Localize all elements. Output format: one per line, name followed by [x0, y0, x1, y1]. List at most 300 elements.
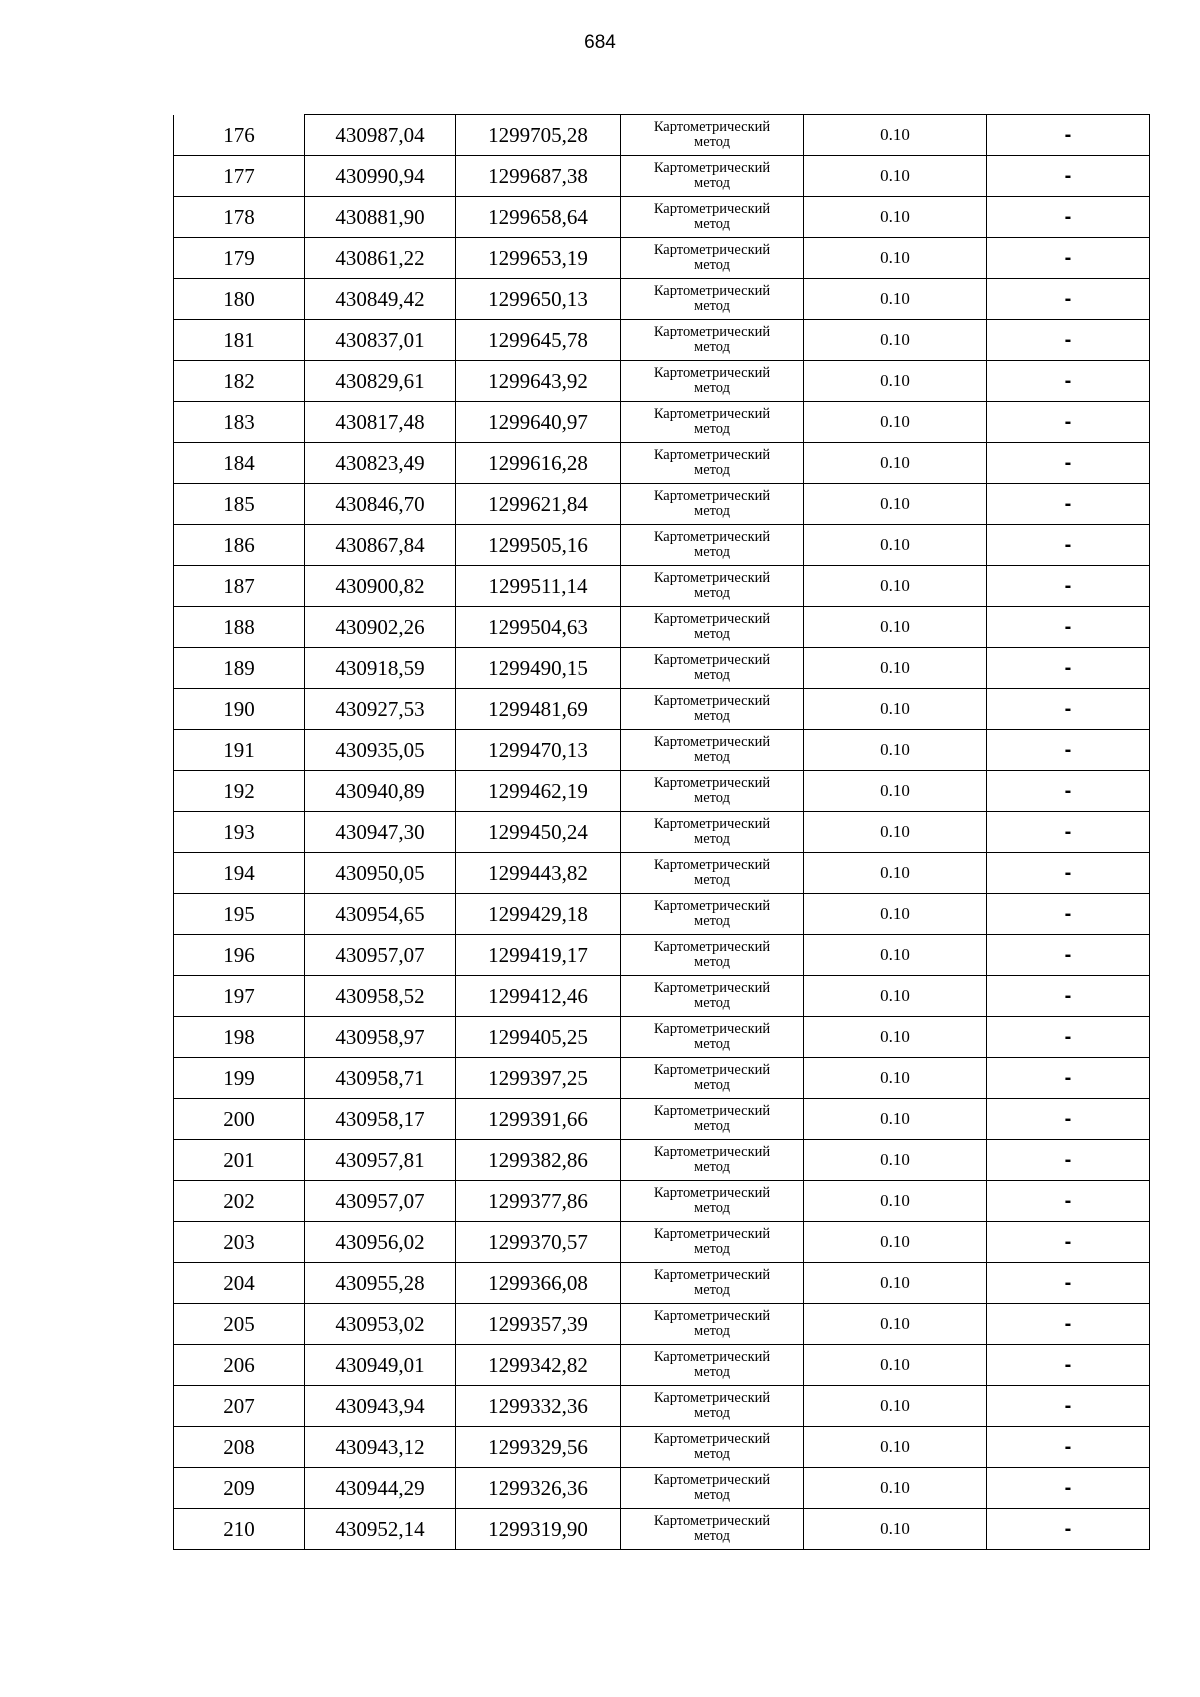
method-line-1: Картометрический	[653, 1513, 771, 1529]
method-line-1: Картометрический	[653, 611, 771, 627]
method-line-1: Картометрический	[653, 857, 771, 873]
y-coordinate-cell: 1299419,17	[456, 935, 621, 976]
point-number-cell: 186	[174, 525, 305, 566]
accuracy-cell: 0.10	[804, 1345, 987, 1386]
method-cell	[621, 1017, 804, 1058]
point-number-cell: 177	[174, 156, 305, 197]
x-coordinate-cell: 430881,90	[305, 197, 456, 238]
x-coordinate-cell: 430849,42	[305, 279, 456, 320]
table-row	[174, 361, 1150, 402]
method-line-1: Картометрический	[653, 119, 771, 135]
accuracy-cell: 0.10	[804, 1099, 987, 1140]
method-line-2: метод	[694, 1077, 730, 1093]
y-coordinate-cell: 1299397,25	[456, 1058, 621, 1099]
method-cell	[621, 935, 804, 976]
y-coordinate-cell: 1299319,90	[456, 1509, 621, 1550]
point-number-cell: 200	[174, 1099, 305, 1140]
method-line-1: Картометрический	[653, 1185, 771, 1201]
method-line-1: Картометрический	[653, 160, 771, 176]
accuracy-cell: 0.10	[804, 1427, 987, 1468]
accuracy-cell: 0.10	[804, 484, 987, 525]
accuracy-cell: 0.10	[804, 1140, 987, 1181]
method-line-2: метод	[694, 831, 730, 847]
method-cell	[621, 1140, 804, 1181]
method-cell	[621, 1222, 804, 1263]
x-coordinate-cell: 430944,29	[305, 1468, 456, 1509]
x-coordinate-cell: 430955,28	[305, 1263, 456, 1304]
y-coordinate-cell: 1299643,92	[456, 361, 621, 402]
x-coordinate-cell: 430990,94	[305, 156, 456, 197]
point-number-cell: 190	[174, 689, 305, 730]
table-row	[174, 402, 1150, 443]
y-coordinate-cell: 1299391,66	[456, 1099, 621, 1140]
method-line-2: метод	[694, 667, 730, 683]
point-number-cell: 208	[174, 1427, 305, 1468]
method-cell	[621, 1263, 804, 1304]
method-line-2: метод	[694, 872, 730, 888]
point-number-cell: 197	[174, 976, 305, 1017]
method-cell	[621, 812, 804, 853]
note-cell: -	[987, 853, 1150, 894]
x-coordinate-cell: 430958,17	[305, 1099, 456, 1140]
accuracy-cell: 0.10	[804, 1222, 987, 1263]
method-line-1: Картометрический	[653, 1472, 771, 1488]
x-coordinate-cell: 430952,14	[305, 1509, 456, 1550]
y-coordinate-cell: 1299332,36	[456, 1386, 621, 1427]
method-cell	[621, 402, 804, 443]
y-coordinate-cell: 1299429,18	[456, 894, 621, 935]
point-number-cell: 188	[174, 607, 305, 648]
point-number-cell: 183	[174, 402, 305, 443]
accuracy-cell: 0.10	[804, 689, 987, 730]
table-row	[174, 607, 1150, 648]
note-cell: -	[987, 1222, 1150, 1263]
method-line-1: Картометрический	[653, 447, 771, 463]
x-coordinate-cell: 430957,07	[305, 1181, 456, 1222]
x-coordinate-cell: 430817,48	[305, 402, 456, 443]
method-line-1: Картометрический	[653, 980, 771, 996]
method-line-2: метод	[694, 708, 730, 724]
accuracy-cell: 0.10	[804, 812, 987, 853]
method-line-1: Картометрический	[653, 1103, 771, 1119]
point-number-cell: 207	[174, 1386, 305, 1427]
note-cell: -	[987, 115, 1150, 156]
y-coordinate-cell: 1299443,82	[456, 853, 621, 894]
y-coordinate-cell: 1299505,16	[456, 525, 621, 566]
x-coordinate-cell: 430987,04	[305, 115, 456, 156]
x-coordinate-cell: 430953,02	[305, 1304, 456, 1345]
method-line-2: метод	[694, 462, 730, 478]
method-cell	[621, 320, 804, 361]
method-line-2: метод	[694, 380, 730, 396]
method-cell	[621, 238, 804, 279]
note-cell: -	[987, 443, 1150, 484]
y-coordinate-cell: 1299645,78	[456, 320, 621, 361]
point-number-cell: 193	[174, 812, 305, 853]
accuracy-cell: 0.10	[804, 525, 987, 566]
y-coordinate-cell: 1299687,38	[456, 156, 621, 197]
note-cell: -	[987, 361, 1150, 402]
method-cell	[621, 894, 804, 935]
method-line-2: метод	[694, 257, 730, 273]
accuracy-cell: 0.10	[804, 1058, 987, 1099]
x-coordinate-cell: 430940,89	[305, 771, 456, 812]
point-number-cell: 176	[174, 115, 305, 156]
table-row	[174, 689, 1150, 730]
method-cell	[621, 1058, 804, 1099]
method-line-1: Картометрический	[653, 1021, 771, 1037]
point-number-cell: 184	[174, 443, 305, 484]
table-row	[174, 730, 1150, 771]
table-row	[174, 1386, 1150, 1427]
method-line-2: метод	[694, 175, 730, 191]
accuracy-cell: 0.10	[804, 1017, 987, 1058]
note-cell: -	[987, 1140, 1150, 1181]
x-coordinate-cell: 430943,94	[305, 1386, 456, 1427]
method-cell	[621, 566, 804, 607]
x-coordinate-cell: 430957,07	[305, 935, 456, 976]
method-cell	[621, 648, 804, 689]
y-coordinate-cell: 1299658,64	[456, 197, 621, 238]
accuracy-cell: 0.10	[804, 238, 987, 279]
y-coordinate-cell: 1299616,28	[456, 443, 621, 484]
method-line-1: Картометрический	[653, 365, 771, 381]
point-number-cell: 203	[174, 1222, 305, 1263]
x-coordinate-cell: 430867,84	[305, 525, 456, 566]
x-coordinate-cell: 430950,05	[305, 853, 456, 894]
method-cell	[621, 976, 804, 1017]
method-line-2: метод	[694, 626, 730, 642]
method-line-1: Картометрический	[653, 1431, 771, 1447]
table-row	[174, 1181, 1150, 1222]
method-cell	[621, 853, 804, 894]
accuracy-cell: 0.10	[804, 730, 987, 771]
method-line-2: метод	[694, 790, 730, 806]
method-line-1: Картометрический	[653, 570, 771, 586]
point-number-cell: 192	[174, 771, 305, 812]
method-cell	[621, 156, 804, 197]
point-number-cell: 198	[174, 1017, 305, 1058]
x-coordinate-cell: 430927,53	[305, 689, 456, 730]
method-line-1: Картометрический	[653, 693, 771, 709]
method-line-2: метод	[694, 1528, 730, 1544]
x-coordinate-cell: 430958,97	[305, 1017, 456, 1058]
point-number-cell: 185	[174, 484, 305, 525]
y-coordinate-cell: 1299653,19	[456, 238, 621, 279]
x-coordinate-cell: 430958,71	[305, 1058, 456, 1099]
y-coordinate-cell: 1299511,14	[456, 566, 621, 607]
method-cell	[621, 771, 804, 812]
method-line-1: Картометрический	[653, 283, 771, 299]
table-row	[174, 1140, 1150, 1181]
y-coordinate-cell: 1299621,84	[456, 484, 621, 525]
table-row	[174, 566, 1150, 607]
method-line-2: метод	[694, 339, 730, 355]
point-number-cell: 182	[174, 361, 305, 402]
method-line-2: метод	[694, 913, 730, 929]
note-cell: -	[987, 1468, 1150, 1509]
point-number-cell: 209	[174, 1468, 305, 1509]
table-row	[174, 648, 1150, 689]
accuracy-cell: 0.10	[804, 894, 987, 935]
method-line-2: метод	[694, 503, 730, 519]
note-cell: -	[987, 320, 1150, 361]
method-line-1: Картометрический	[653, 1308, 771, 1324]
note-cell: -	[987, 484, 1150, 525]
accuracy-cell: 0.10	[804, 115, 987, 156]
method-cell	[621, 525, 804, 566]
x-coordinate-cell: 430829,61	[305, 361, 456, 402]
method-line-1: Картометрический	[653, 1062, 771, 1078]
coordinates-table	[173, 114, 1150, 1550]
y-coordinate-cell: 1299650,13	[456, 279, 621, 320]
table-row	[174, 1222, 1150, 1263]
table-row	[174, 976, 1150, 1017]
y-coordinate-cell: 1299705,28	[456, 115, 621, 156]
table-row	[174, 197, 1150, 238]
accuracy-cell: 0.10	[804, 1181, 987, 1222]
accuracy-cell: 0.10	[804, 156, 987, 197]
coordinates-table-body	[174, 115, 1150, 1550]
table-row	[174, 853, 1150, 894]
table-row	[174, 156, 1150, 197]
note-cell: -	[987, 1427, 1150, 1468]
note-cell: -	[987, 812, 1150, 853]
table-row	[174, 115, 1150, 156]
x-coordinate-cell: 430918,59	[305, 648, 456, 689]
note-cell: -	[987, 156, 1150, 197]
point-number-cell: 181	[174, 320, 305, 361]
method-line-2: метод	[694, 995, 730, 1011]
accuracy-cell: 0.10	[804, 1304, 987, 1345]
method-cell	[621, 1099, 804, 1140]
accuracy-cell: 0.10	[804, 976, 987, 1017]
x-coordinate-cell: 430947,30	[305, 812, 456, 853]
note-cell: -	[987, 1099, 1150, 1140]
table-row	[174, 1099, 1150, 1140]
note-cell: -	[987, 607, 1150, 648]
x-coordinate-cell: 430956,02	[305, 1222, 456, 1263]
note-cell: -	[987, 525, 1150, 566]
method-line-1: Картометрический	[653, 242, 771, 258]
point-number-cell: 191	[174, 730, 305, 771]
table-row	[174, 1345, 1150, 1386]
method-line-1: Картометрический	[653, 898, 771, 914]
y-coordinate-cell: 1299405,25	[456, 1017, 621, 1058]
accuracy-cell: 0.10	[804, 607, 987, 648]
table-row	[174, 1263, 1150, 1304]
x-coordinate-cell: 430957,81	[305, 1140, 456, 1181]
table-row	[174, 1304, 1150, 1345]
method-line-1: Картометрический	[653, 816, 771, 832]
note-cell: -	[987, 279, 1150, 320]
method-cell	[621, 730, 804, 771]
method-line-1: Картометрический	[653, 324, 771, 340]
note-cell: -	[987, 1509, 1150, 1550]
note-cell: -	[987, 894, 1150, 935]
x-coordinate-cell: 430943,12	[305, 1427, 456, 1468]
x-coordinate-cell: 430900,82	[305, 566, 456, 607]
method-line-1: Картометрический	[653, 652, 771, 668]
table-row	[174, 320, 1150, 361]
method-cell	[621, 279, 804, 320]
note-cell: -	[987, 935, 1150, 976]
note-cell: -	[987, 648, 1150, 689]
x-coordinate-cell: 430846,70	[305, 484, 456, 525]
y-coordinate-cell: 1299382,86	[456, 1140, 621, 1181]
note-cell: -	[987, 689, 1150, 730]
y-coordinate-cell: 1299462,19	[456, 771, 621, 812]
method-cell	[621, 1427, 804, 1468]
note-cell: -	[987, 976, 1150, 1017]
note-cell: -	[987, 1304, 1150, 1345]
table-row	[174, 935, 1150, 976]
method-line-1: Картометрический	[653, 488, 771, 504]
y-coordinate-cell: 1299329,56	[456, 1427, 621, 1468]
point-number-cell: 206	[174, 1345, 305, 1386]
table-row	[174, 525, 1150, 566]
point-number-cell: 204	[174, 1263, 305, 1304]
note-cell: -	[987, 238, 1150, 279]
point-number-cell: 205	[174, 1304, 305, 1345]
y-coordinate-cell: 1299370,57	[456, 1222, 621, 1263]
method-line-2: метод	[694, 1159, 730, 1175]
page-number: 684	[584, 32, 616, 53]
note-cell: -	[987, 771, 1150, 812]
y-coordinate-cell: 1299377,86	[456, 1181, 621, 1222]
accuracy-cell: 0.10	[804, 853, 987, 894]
note-cell: -	[987, 1345, 1150, 1386]
table-row	[174, 771, 1150, 812]
table-row	[174, 443, 1150, 484]
accuracy-cell: 0.10	[804, 648, 987, 689]
method-cell	[621, 361, 804, 402]
table-row	[174, 894, 1150, 935]
accuracy-cell: 0.10	[804, 402, 987, 443]
note-cell: -	[987, 1386, 1150, 1427]
note-cell: -	[987, 197, 1150, 238]
x-coordinate-cell: 430954,65	[305, 894, 456, 935]
note-cell: -	[987, 402, 1150, 443]
accuracy-cell: 0.10	[804, 935, 987, 976]
point-number-cell: 187	[174, 566, 305, 607]
accuracy-cell: 0.10	[804, 279, 987, 320]
table-row	[174, 238, 1150, 279]
y-coordinate-cell: 1299366,08	[456, 1263, 621, 1304]
accuracy-cell: 0.10	[804, 197, 987, 238]
method-line-2: метод	[694, 544, 730, 560]
method-cell	[621, 607, 804, 648]
method-line-1: Картометрический	[653, 406, 771, 422]
x-coordinate-cell: 430902,26	[305, 607, 456, 648]
table-row	[174, 1017, 1150, 1058]
accuracy-cell: 0.10	[804, 771, 987, 812]
accuracy-cell: 0.10	[804, 1386, 987, 1427]
point-number-cell: 201	[174, 1140, 305, 1181]
method-line-1: Картометрический	[653, 734, 771, 750]
accuracy-cell: 0.10	[804, 361, 987, 402]
method-line-2: метод	[694, 1200, 730, 1216]
y-coordinate-cell: 1299357,39	[456, 1304, 621, 1345]
point-number-cell: 180	[174, 279, 305, 320]
method-line-1: Картометрический	[653, 1349, 771, 1365]
method-line-1: Картометрический	[653, 201, 771, 217]
y-coordinate-cell: 1299504,63	[456, 607, 621, 648]
table-row	[174, 812, 1150, 853]
method-line-2: метод	[694, 749, 730, 765]
y-coordinate-cell: 1299342,82	[456, 1345, 621, 1386]
table-row	[174, 1427, 1150, 1468]
method-cell	[621, 115, 804, 156]
method-line-2: метод	[694, 1036, 730, 1052]
x-coordinate-cell: 430949,01	[305, 1345, 456, 1386]
x-coordinate-cell: 430861,22	[305, 238, 456, 279]
accuracy-cell: 0.10	[804, 1509, 987, 1550]
x-coordinate-cell: 430837,01	[305, 320, 456, 361]
method-line-2: метод	[694, 1405, 730, 1421]
point-number-cell: 195	[174, 894, 305, 935]
method-cell	[621, 1509, 804, 1550]
method-line-1: Картометрический	[653, 1226, 771, 1242]
accuracy-cell: 0.10	[804, 1468, 987, 1509]
method-cell	[621, 1386, 804, 1427]
y-coordinate-cell: 1299412,46	[456, 976, 621, 1017]
method-line-1: Картометрический	[653, 1390, 771, 1406]
method-line-1: Картометрический	[653, 775, 771, 791]
table-row	[174, 1058, 1150, 1099]
y-coordinate-cell: 1299490,15	[456, 648, 621, 689]
point-number-cell: 199	[174, 1058, 305, 1099]
method-line-2: метод	[694, 1241, 730, 1257]
method-line-2: метод	[694, 1282, 730, 1298]
point-number-cell: 210	[174, 1509, 305, 1550]
point-number-cell: 189	[174, 648, 305, 689]
method-line-2: метод	[694, 954, 730, 970]
note-cell: -	[987, 566, 1150, 607]
point-number-cell: 179	[174, 238, 305, 279]
method-line-2: метод	[694, 1487, 730, 1503]
method-line-2: метод	[694, 1364, 730, 1380]
y-coordinate-cell: 1299640,97	[456, 402, 621, 443]
method-line-2: метод	[694, 134, 730, 150]
note-cell: -	[987, 1181, 1150, 1222]
table-row	[174, 484, 1150, 525]
x-coordinate-cell: 430935,05	[305, 730, 456, 771]
table-row	[174, 1468, 1150, 1509]
point-number-cell: 202	[174, 1181, 305, 1222]
accuracy-cell: 0.10	[804, 443, 987, 484]
method-line-2: метод	[694, 298, 730, 314]
method-line-1: Картометрический	[653, 529, 771, 545]
point-number-cell: 194	[174, 853, 305, 894]
method-cell	[621, 197, 804, 238]
method-line-2: метод	[694, 585, 730, 601]
method-line-2: метод	[694, 1446, 730, 1462]
method-cell	[621, 484, 804, 525]
note-cell: -	[987, 1058, 1150, 1099]
table-row	[174, 279, 1150, 320]
y-coordinate-cell: 1299450,24	[456, 812, 621, 853]
y-coordinate-cell: 1299470,13	[456, 730, 621, 771]
point-number-cell: 178	[174, 197, 305, 238]
method-line-2: метод	[694, 216, 730, 232]
method-cell	[621, 689, 804, 730]
accuracy-cell: 0.10	[804, 1263, 987, 1304]
table-row	[174, 1509, 1150, 1550]
method-line-1: Картометрический	[653, 1144, 771, 1160]
accuracy-cell: 0.10	[804, 320, 987, 361]
method-cell	[621, 1181, 804, 1222]
